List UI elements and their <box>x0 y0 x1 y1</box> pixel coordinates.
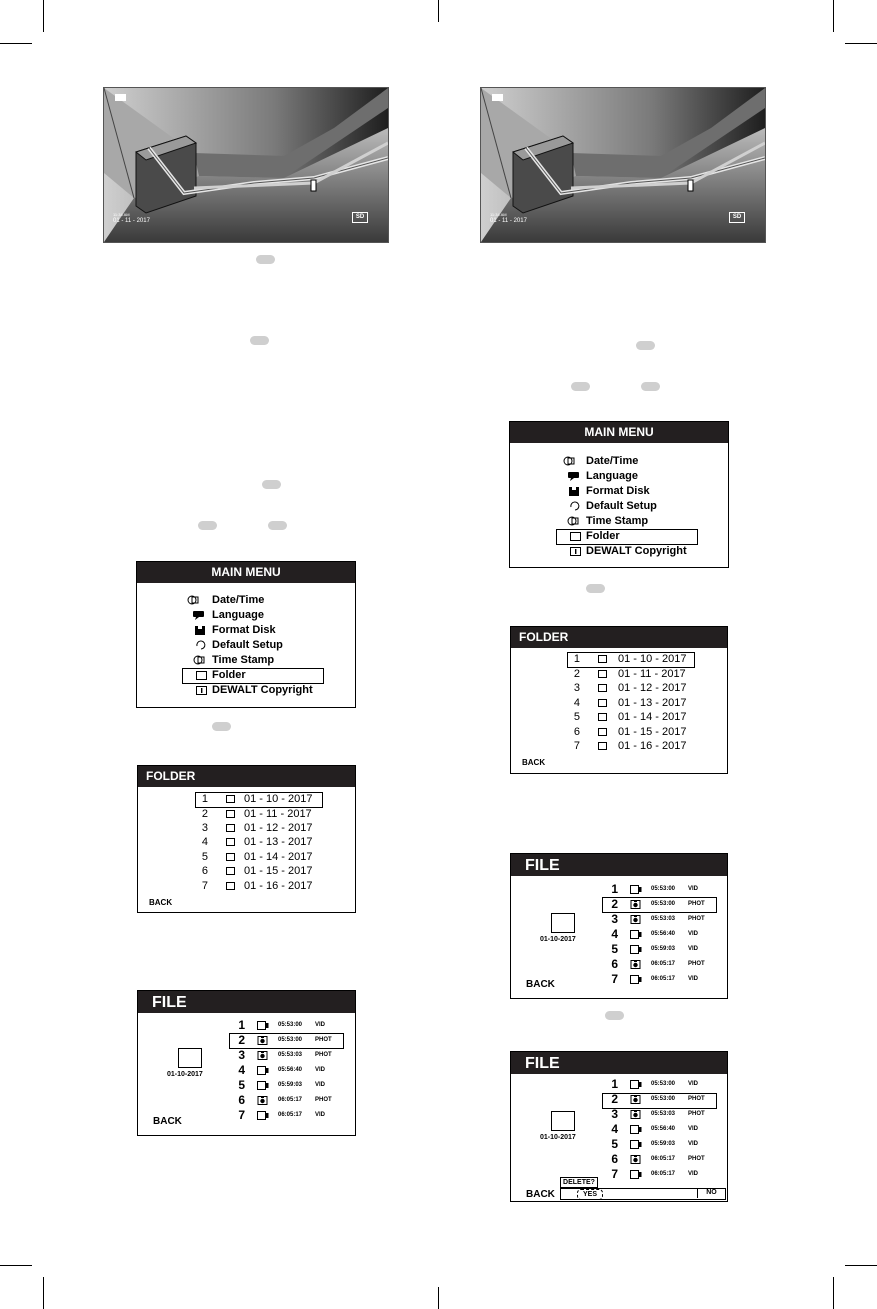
item-number: 6 <box>611 1152 618 1166</box>
clock-icon <box>567 516 579 526</box>
folder-icon <box>226 853 235 861</box>
file-time: 05:53:00 <box>651 886 676 892</box>
item-number: 1 <box>201 793 208 805</box>
folder-icon <box>598 670 607 678</box>
folder-date: 01 - 11 - 2017 <box>618 668 686 680</box>
file-type: VID <box>315 1082 326 1088</box>
folder-icon <box>226 810 235 818</box>
folder-icon <box>551 1111 575 1131</box>
item-number: 3 <box>611 1107 618 1121</box>
item-number: 2 <box>611 897 618 911</box>
sd-card-indicator: SD <box>352 212 368 223</box>
file-list-item[interactable] <box>606 927 716 942</box>
file-time: 05:53:03 <box>278 1052 303 1058</box>
menu-item-default-setup[interactable]: Default Setup <box>586 500 657 512</box>
file-list-item[interactable] <box>233 1093 343 1108</box>
clock-icon <box>193 655 205 665</box>
folder-icon <box>196 671 208 681</box>
camera-time: 11:34 AM <box>113 212 130 217</box>
list-item[interactable] <box>198 835 318 849</box>
camera-icon <box>257 1051 269 1060</box>
folder-date: 01 - 15 - 2017 <box>244 865 313 877</box>
video-icon <box>257 1021 269 1030</box>
file-list-item[interactable] <box>606 972 716 987</box>
list-item[interactable] <box>198 864 318 878</box>
file-list-item[interactable] <box>606 1107 716 1122</box>
crop-mark <box>845 43 877 44</box>
video-icon <box>630 945 642 954</box>
folder-date: 01-10-2017 <box>540 936 576 943</box>
file-list-item[interactable] <box>606 957 716 972</box>
button-icon <box>256 255 275 264</box>
file-type: VID <box>688 886 699 892</box>
status-badge <box>492 94 503 101</box>
menu-item-format-disk[interactable]: Format Disk <box>586 485 650 497</box>
video-icon <box>257 1111 269 1120</box>
file-time: 05:53:00 <box>278 1037 303 1043</box>
item-number: 3 <box>611 912 618 926</box>
folder-icon <box>226 867 235 875</box>
crop-mark <box>438 1287 439 1309</box>
folder-date: 01 - 16 - 2017 <box>618 740 687 752</box>
crop-mark <box>43 1277 44 1309</box>
main-menu-title: MAIN MENU <box>137 562 355 583</box>
back-button[interactable]: BACK <box>153 1116 182 1127</box>
button-icon <box>250 336 269 345</box>
item-number: 2 <box>238 1033 245 1047</box>
file-time: 05:53:03 <box>651 1111 676 1117</box>
video-icon <box>630 1140 642 1149</box>
file-time: 05:53:00 <box>278 1022 303 1028</box>
file-time: 05:53:00 <box>651 1081 676 1087</box>
item-number: 6 <box>201 865 208 877</box>
list-item[interactable] <box>570 696 690 710</box>
crop-mark <box>845 1265 877 1266</box>
button-icon <box>262 480 281 489</box>
camera-icon <box>630 915 642 924</box>
item-number: 5 <box>611 1137 618 1151</box>
folder-icon <box>226 882 235 890</box>
sd-card-indicator: SD <box>729 212 745 223</box>
folder-title: FOLDER <box>138 766 355 787</box>
file-title: FILE <box>511 1052 727 1074</box>
list-item[interactable] <box>570 681 690 695</box>
button-icon <box>605 1011 624 1020</box>
file-type: VID <box>315 1112 326 1118</box>
crop-mark <box>0 1265 32 1266</box>
item-number: 7 <box>611 972 618 986</box>
file-screen <box>137 990 356 1136</box>
file-time: 05:53:00 <box>651 901 676 907</box>
button-icon <box>636 341 655 350</box>
folder-date: 01 - 15 - 2017 <box>618 726 687 738</box>
file-time: 05:56:40 <box>651 931 676 937</box>
button-icon <box>198 521 217 530</box>
file-time: 06:05:17 <box>278 1097 303 1103</box>
info-icon <box>196 686 208 696</box>
list-item[interactable] <box>198 807 318 821</box>
file-time: 05:59:03 <box>651 1141 676 1147</box>
file-type: PHOT <box>315 1097 332 1103</box>
main-menu-screen <box>136 561 356 708</box>
main-menu-title: MAIN MENU <box>510 422 728 443</box>
list-item[interactable] <box>570 725 690 739</box>
file-list-item[interactable] <box>606 1137 716 1152</box>
file-screen <box>510 1051 728 1202</box>
item-number: 4 <box>611 927 618 941</box>
file-list-item[interactable] <box>606 1167 716 1182</box>
item-number: 7 <box>573 740 580 752</box>
file-list-item[interactable] <box>233 1048 343 1063</box>
list-item[interactable] <box>198 879 318 893</box>
back-button[interactable]: BACK <box>149 898 173 907</box>
folder-date: 01 - 12 - 2017 <box>618 682 687 694</box>
video-icon <box>630 1125 642 1134</box>
camera-date: 01 - 11 - 2017 <box>490 218 527 224</box>
item-number: 7 <box>611 1167 618 1181</box>
list-item[interactable] <box>198 821 318 835</box>
video-icon <box>257 1081 269 1090</box>
file-time: 05:53:00 <box>651 1096 676 1102</box>
folder-screen <box>510 626 728 774</box>
item-number: 3 <box>201 822 208 834</box>
folder-date: 01 - 14 - 2017 <box>244 851 313 863</box>
folder-icon <box>598 742 607 750</box>
file-time: 05:59:03 <box>651 946 676 952</box>
file-time: 05:56:40 <box>278 1067 303 1073</box>
file-screen <box>510 853 728 999</box>
file-list-item[interactable] <box>606 1077 716 1092</box>
file-type: VID <box>315 1022 326 1028</box>
video-icon <box>630 885 642 894</box>
video-icon <box>630 1080 642 1089</box>
camera-icon <box>630 1095 642 1104</box>
clock-icon <box>187 595 199 605</box>
button-icon <box>586 584 605 593</box>
camera-icon <box>630 1110 642 1119</box>
main-menu-screen <box>509 421 729 568</box>
list-item[interactable] <box>198 850 318 864</box>
file-list-item[interactable] <box>233 1033 343 1048</box>
item-number: 3 <box>573 682 580 694</box>
folder-icon <box>598 655 607 663</box>
file-time: 05:59:03 <box>278 1082 303 1088</box>
item-number: 6 <box>611 957 618 971</box>
folder-date: 01 - 14 - 2017 <box>618 711 687 723</box>
menu-item-dewalt-copyright[interactable]: DEWALT Copyright <box>586 545 687 557</box>
folder-date: 01 - 10 - 2017 <box>244 793 313 805</box>
item-number: 1 <box>611 1077 618 1091</box>
file-title: FILE <box>138 991 355 1013</box>
file-type: VID <box>688 931 699 937</box>
camera-icon <box>630 960 642 969</box>
video-icon <box>630 930 642 939</box>
file-list-item[interactable] <box>606 1122 716 1137</box>
menu-item-folder[interactable]: Folder <box>586 530 620 542</box>
folder-date: 01 - 13 - 2017 <box>244 836 313 848</box>
back-button[interactable]: BACK <box>522 758 546 767</box>
folder-icon <box>598 713 607 721</box>
list-item[interactable] <box>570 667 690 681</box>
item-number: 3 <box>238 1048 245 1062</box>
item-number: 5 <box>238 1078 245 1092</box>
folder-date: 01-10-2017 <box>540 1134 576 1141</box>
file-list-item[interactable] <box>233 1108 343 1123</box>
no-button[interactable]: NO <box>697 1188 725 1198</box>
file-time: 06:05:17 <box>651 961 676 967</box>
file-time: 06:05:17 <box>651 1156 676 1162</box>
item-number: 1 <box>573 653 580 665</box>
folder-icon <box>598 728 607 736</box>
file-list-item[interactable] <box>233 1018 343 1033</box>
item-number: 6 <box>238 1093 245 1107</box>
delete-prompt: DELETE? <box>560 1177 598 1188</box>
folder-icon <box>226 824 235 832</box>
file-list-item[interactable] <box>606 1152 716 1167</box>
camera-icon <box>630 1155 642 1164</box>
status-badge <box>115 94 126 101</box>
folder-date: 01 - 11 - 2017 <box>244 808 312 820</box>
crop-mark <box>833 0 834 32</box>
camera-date: 01 - 11 - 2017 <box>113 218 150 224</box>
file-type: PHOT <box>688 961 705 967</box>
file-type: PHOT <box>315 1037 332 1043</box>
speech-bubble-icon <box>193 610 205 620</box>
menu-item-time-stamp[interactable]: Time Stamp <box>586 515 649 527</box>
sd-card-icon <box>569 486 581 496</box>
reset-icon <box>195 640 207 650</box>
item-number: 2 <box>573 668 580 680</box>
file-list-item[interactable] <box>606 882 716 897</box>
folder-icon <box>598 684 607 692</box>
item-number: 1 <box>238 1018 245 1032</box>
crop-mark <box>43 0 44 32</box>
list-item[interactable] <box>570 652 690 666</box>
file-type: VID <box>688 1126 699 1132</box>
menu-item-language[interactable]: Language <box>212 609 264 621</box>
button-icon <box>212 722 231 731</box>
item-number: 2 <box>611 1092 618 1106</box>
folder-icon <box>226 838 235 846</box>
item-number: 5 <box>611 942 618 956</box>
item-number: 7 <box>201 880 208 892</box>
clock-icon <box>563 456 575 466</box>
file-time: 06:05:17 <box>651 976 676 982</box>
folder-date: 01 - 12 - 2017 <box>244 822 313 834</box>
info-icon <box>570 547 582 557</box>
menu-item-date-time[interactable]: Date/Time <box>586 455 639 467</box>
menu-item-date-time[interactable]: Date/Time <box>212 594 265 606</box>
menu-item-dewalt-copyright[interactable]: DEWALT Copyright <box>212 684 313 696</box>
file-list-item[interactable] <box>606 912 716 927</box>
list-item[interactable] <box>570 739 690 753</box>
file-title: FILE <box>511 854 727 876</box>
file-type: VID <box>688 1171 699 1177</box>
item-number: 4 <box>611 1122 618 1136</box>
file-type: PHOT <box>688 1096 705 1102</box>
camera-time: 11:34 AM <box>490 212 507 217</box>
sd-card-icon <box>195 625 207 635</box>
file-type: PHOT <box>688 1156 705 1162</box>
file-type: VID <box>688 1141 699 1147</box>
back-button[interactable]: BACK <box>526 1189 555 1200</box>
folder-date: 01 - 16 - 2017 <box>244 880 313 892</box>
back-button[interactable]: BACK <box>526 979 555 990</box>
file-list-item[interactable] <box>606 1092 716 1107</box>
camera-view <box>480 87 766 243</box>
file-list-item[interactable] <box>606 942 716 957</box>
item-number: 4 <box>201 836 208 848</box>
item-number: 4 <box>573 697 580 709</box>
crop-mark <box>0 43 32 44</box>
menu-item-folder[interactable]: Folder <box>212 669 246 681</box>
camera-icon <box>630 900 642 909</box>
speech-bubble-icon <box>568 471 580 481</box>
item-number: 7 <box>238 1108 245 1122</box>
file-time: 05:53:03 <box>651 916 676 922</box>
folder-screen <box>137 765 356 913</box>
video-icon <box>257 1066 269 1075</box>
file-type: PHOT <box>315 1052 332 1058</box>
item-number: 6 <box>573 726 580 738</box>
folder-icon <box>598 699 607 707</box>
reset-icon <box>569 501 581 511</box>
button-icon <box>268 521 287 530</box>
file-type: VID <box>688 946 699 952</box>
file-time: 05:56:40 <box>651 1126 676 1132</box>
video-icon <box>630 1170 642 1179</box>
file-type: VID <box>315 1067 326 1073</box>
file-list-item[interactable] <box>233 1078 343 1093</box>
item-number: 2 <box>201 808 208 820</box>
item-number: 5 <box>201 851 208 863</box>
button-icon <box>571 382 590 391</box>
item-number: 5 <box>573 711 580 723</box>
item-number: 4 <box>238 1063 245 1077</box>
camera-view <box>103 87 389 243</box>
file-type: PHOT <box>688 1111 705 1117</box>
folder-date: 01 - 10 - 2017 <box>618 653 687 665</box>
button-icon <box>641 382 660 391</box>
file-type: PHOT <box>688 901 705 907</box>
file-list-item[interactable] <box>606 897 716 912</box>
folder-date: 01 - 13 - 2017 <box>618 697 687 709</box>
list-item[interactable] <box>198 792 318 806</box>
item-number: 1 <box>611 882 618 896</box>
folder-date: 01-10-2017 <box>167 1071 203 1078</box>
file-type: VID <box>688 1081 699 1087</box>
folder-icon <box>178 1048 202 1068</box>
file-time: 06:05:17 <box>278 1112 303 1118</box>
crop-mark <box>833 1277 834 1309</box>
file-type: PHOT <box>688 916 705 922</box>
crop-mark <box>438 0 439 22</box>
list-item[interactable] <box>570 710 690 724</box>
yes-button[interactable]: YES <box>577 1189 603 1200</box>
file-type: VID <box>688 976 699 982</box>
file-time: 06:05:17 <box>651 1171 676 1177</box>
camera-icon <box>257 1036 269 1045</box>
folder-icon <box>570 532 582 542</box>
file-list-item[interactable] <box>233 1063 343 1078</box>
folder-icon <box>551 913 575 933</box>
menu-item-default-setup[interactable]: Default Setup <box>212 639 283 651</box>
folder-icon <box>226 795 235 803</box>
video-icon <box>630 975 642 984</box>
menu-item-format-disk[interactable]: Format Disk <box>212 624 276 636</box>
menu-item-language[interactable]: Language <box>586 470 638 482</box>
menu-item-time-stamp[interactable]: Time Stamp <box>212 654 275 666</box>
folder-title: FOLDER <box>511 627 727 648</box>
camera-icon <box>257 1096 269 1105</box>
